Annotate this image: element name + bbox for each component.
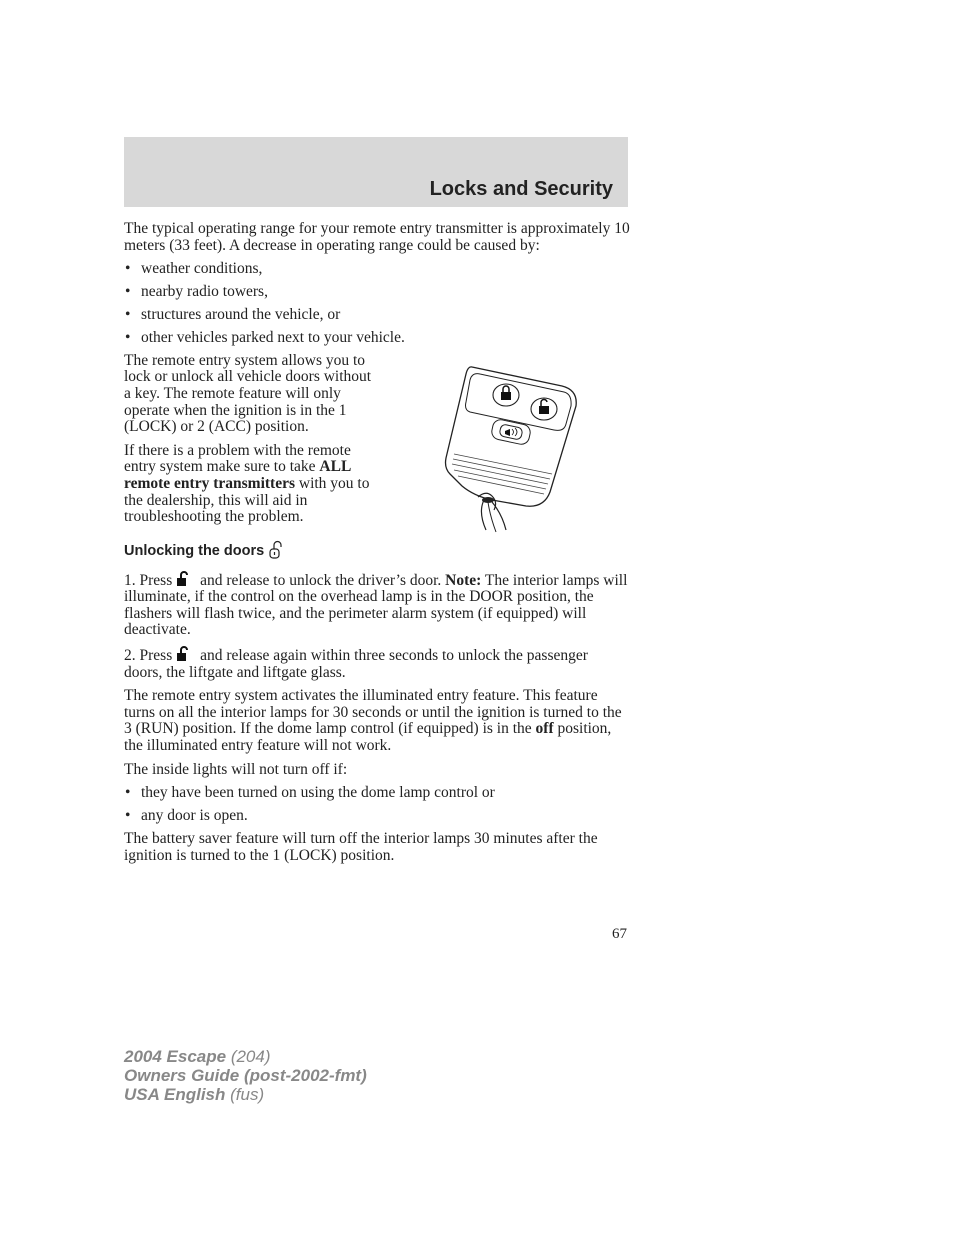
- footer-line-2: Owners Guide (post-2002-fmt): [124, 1066, 367, 1085]
- bold-text: off: [535, 720, 554, 738]
- unlock-icon: [268, 540, 284, 560]
- footer-line-1: 2004 Escape (204): [124, 1047, 271, 1066]
- battery-saver-paragraph: The battery saver feature will turn off the interior lamps 30 minutes after the ignition is turned to the 1 (LOCK) position.: [124, 830, 598, 864]
- list-item: • they have been turned on using the dome lamp control or: [124, 785, 630, 802]
- problem-paragraph: If there is a problem with the remote entry system make sure to take ALL remote entry transmitters with you to the dealership, this will aid in troubleshooting the problem.: [124, 441, 370, 526]
- note-label: Note:: [445, 571, 482, 589]
- remote-paragraph: The remote entry system allows you to lock or unlock all vehicle doors without a key. The remote feature will only operate when the ignition is in the 1 (LOCK) or 2 (ACC) position.: [124, 351, 372, 436]
- page-number: 67: [612, 926, 627, 942]
- footer: [124, 1047, 367, 1104]
- page-title: Locks and Security: [429, 178, 613, 200]
- bold-text: ALL remote entry transmitters: [124, 458, 351, 492]
- section-heading: Unlocking the doors: [124, 540, 630, 560]
- list-item: • structures around the vehicle, or: [124, 307, 630, 324]
- lights-intro: The inside lights will not turn off if:: [124, 760, 348, 778]
- unlock-icon: [176, 571, 192, 587]
- illuminated-entry-paragraph: The remote entry system activates the illuminated entry feature. This feature turns on all the interior lamps for 30 seconds or until the ignition is turned to the 3 (RUN) position. If the dome lamp control (if equipped) is in the off position, the illuminated entry feature will not work.: [124, 687, 622, 755]
- step-1: 1. Press and release to unlock the driver’s door. Note: The interior lamps will illuminate, if the control on the overhead lamp is in the DOOR position, the flashers will flash twice, and the perimeter alarm system (if equipped) will deactivate.: [124, 571, 628, 639]
- list-item: • other vehicles parked next to your vehicle.: [124, 330, 630, 347]
- list-item: • nearby radio towers,: [124, 284, 630, 301]
- list-item: • weather conditions,: [124, 261, 630, 278]
- main-content: [124, 221, 630, 871]
- footer-line-3: USA English (fus): [124, 1085, 265, 1104]
- list-item: • any door is open.: [124, 808, 630, 825]
- header-band: [124, 137, 628, 207]
- step-2: 2. Press and release again within three seconds to unlock the passenger doors, the liftgate and liftgate glass.: [124, 647, 588, 681]
- unlock-icon: [176, 646, 192, 662]
- range-bullet-list: [124, 261, 630, 346]
- lights-bullet-list: [124, 785, 630, 824]
- intro-paragraph: The typical operating range for your remote entry transmitter is approximately 10 meters (33 feet). A decrease in operating range could be caused by:: [124, 220, 630, 254]
- remote-key-fob-illustration: [440, 362, 585, 534]
